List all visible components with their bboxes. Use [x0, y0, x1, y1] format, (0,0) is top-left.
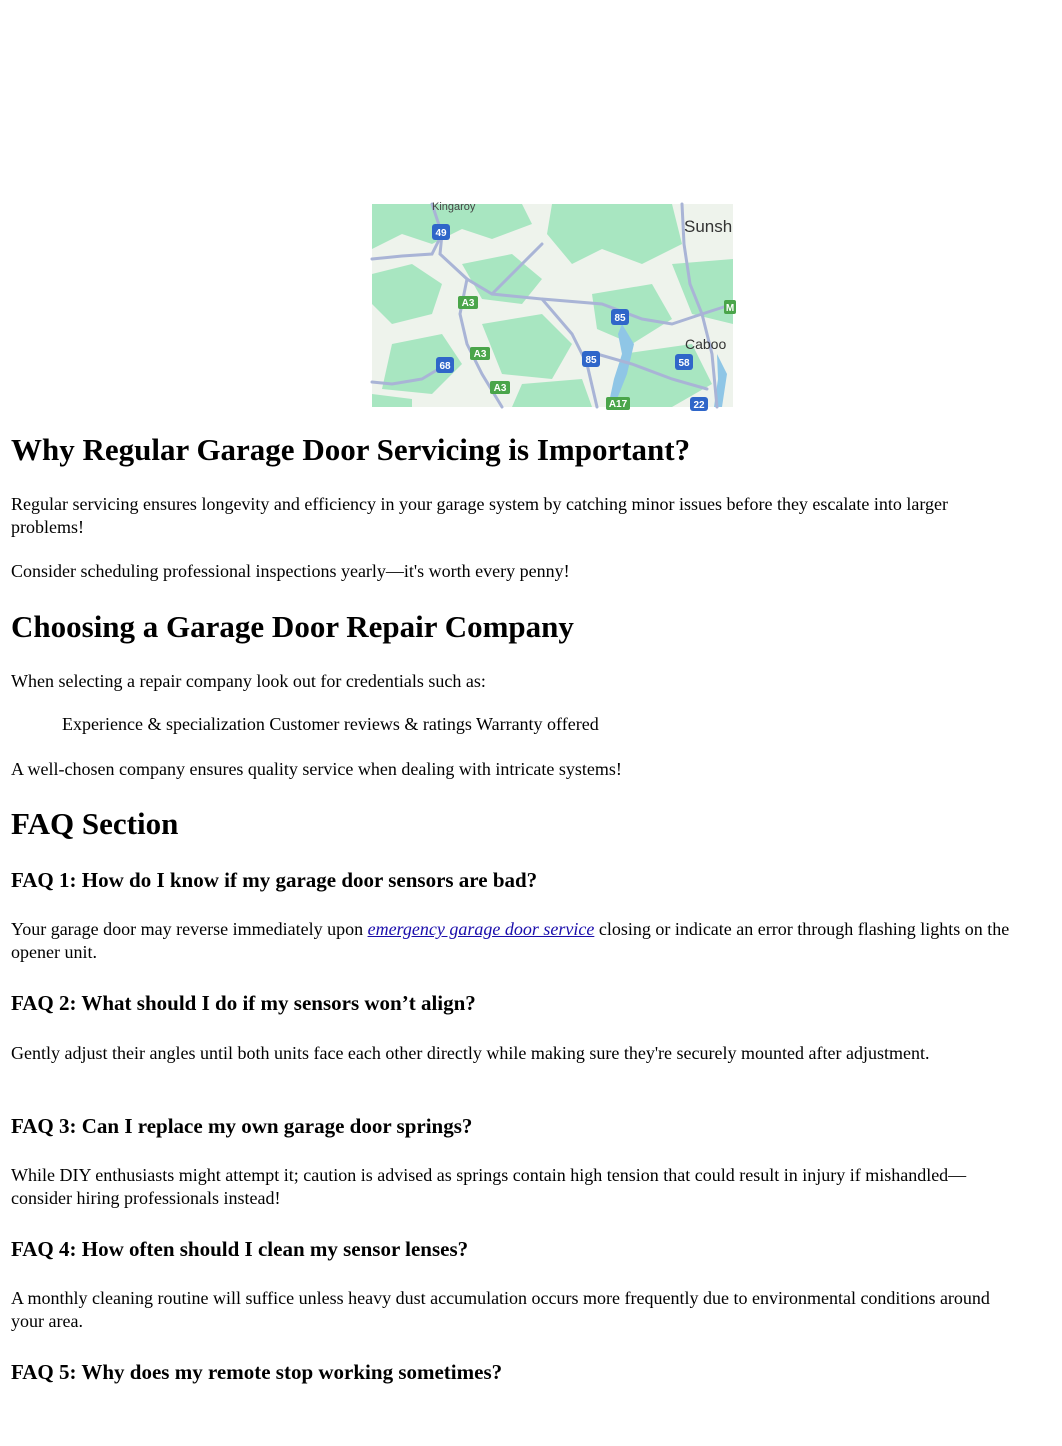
svg-text:85: 85 [614, 313, 626, 324]
map-image[interactable] [372, 201, 735, 411]
map-label-city2: Caboo [685, 336, 727, 352]
route-shield-a3 [490, 381, 510, 394]
paragraph-choosing-2: A well-chosen company ensures quality service when dealing with intricate systems! [11, 759, 622, 779]
route-shield-85 [582, 351, 600, 367]
svg-text:A3: A3 [493, 383, 507, 394]
svg-text:M: M [725, 303, 735, 314]
route-shield-a3 [470, 347, 490, 360]
faq-question-3: FAQ 3: Can I replace my own garage door springs? [11, 1114, 473, 1138]
emergency-service-link[interactable]: emergency garage door service [367, 919, 595, 939]
faq-question-2: FAQ 2: What should I do if my sensors won’t align? [11, 991, 476, 1015]
faq-answer-2: Gently adjust their angles until both units face each other directly while making sure they're securely mounted after adjustment. [11, 1043, 930, 1063]
svg-text:49: 49 [435, 228, 447, 239]
paragraph-why-2: Consider scheduling professional inspections yearly—it's worth every penny! [11, 561, 570, 581]
svg-text:68: 68 [439, 361, 451, 372]
svg-text:85: 85 [585, 355, 597, 366]
heading-choosing-company: Choosing a Garage Door Repair Company [11, 609, 574, 644]
route-shield-85 [611, 309, 629, 325]
map-label-city1: Sunsh [684, 217, 733, 236]
route-shield-22 [690, 397, 708, 411]
paragraph-why-1: Regular servicing ensures longevity and efficiency in your garage system by catching minor issues before they escalate into larger problems! [11, 494, 949, 537]
faq-answer-1-text-end: closing or indicate an error through flashing lights on the opener unit. [11, 919, 1010, 962]
map-label-top: Kingaroy [432, 201, 476, 213]
route-shield-68 [436, 357, 454, 373]
paragraph-choosing-1: When selecting a repair company look out for credentials such as: [11, 671, 486, 691]
faq-question-5: FAQ 5: Why does my remote stop working sometimes? [11, 1360, 503, 1384]
route-shield-m [724, 300, 736, 314]
svg-text:A3: A3 [473, 349, 487, 360]
faq-answer-3: While DIY enthusiasts might attempt it; caution is advised as springs contain high tension that could result in injury if mishandled—consider hiring professionals instead! [11, 1165, 967, 1208]
route-shield-a3 [458, 296, 478, 309]
svg-text:A17: A17 [608, 399, 628, 410]
svg-text:22: 22 [693, 400, 705, 411]
faq-question-1: FAQ 1: How do I know if my garage door sensors are bad? [11, 868, 538, 892]
route-shield-a17 [606, 397, 630, 410]
faq-answer-1 [11, 918, 1011, 964]
svg-text:A3: A3 [461, 298, 475, 309]
svg-text:58: 58 [678, 358, 690, 369]
route-shield-58 [675, 354, 693, 370]
map-graphic [372, 201, 735, 411]
faq-answer-4: A monthly cleaning routine will suffice unless heavy dust accumulation occurs more frequently due to environmental conditions around your area. [11, 1288, 990, 1331]
credentials-list: Experience & specialization Customer reviews & ratings Warranty offered [62, 714, 599, 734]
heading-why-servicing: Why Regular Garage Door Servicing is Important? [11, 432, 691, 467]
heading-faq: FAQ Section [11, 806, 179, 841]
faq-answer-1-text-start: Your garage door may reverse immediately upon [11, 919, 368, 939]
route-shield-49 [432, 224, 450, 240]
faq-question-4: FAQ 4: How often should I clean my sensor lenses? [11, 1237, 469, 1261]
